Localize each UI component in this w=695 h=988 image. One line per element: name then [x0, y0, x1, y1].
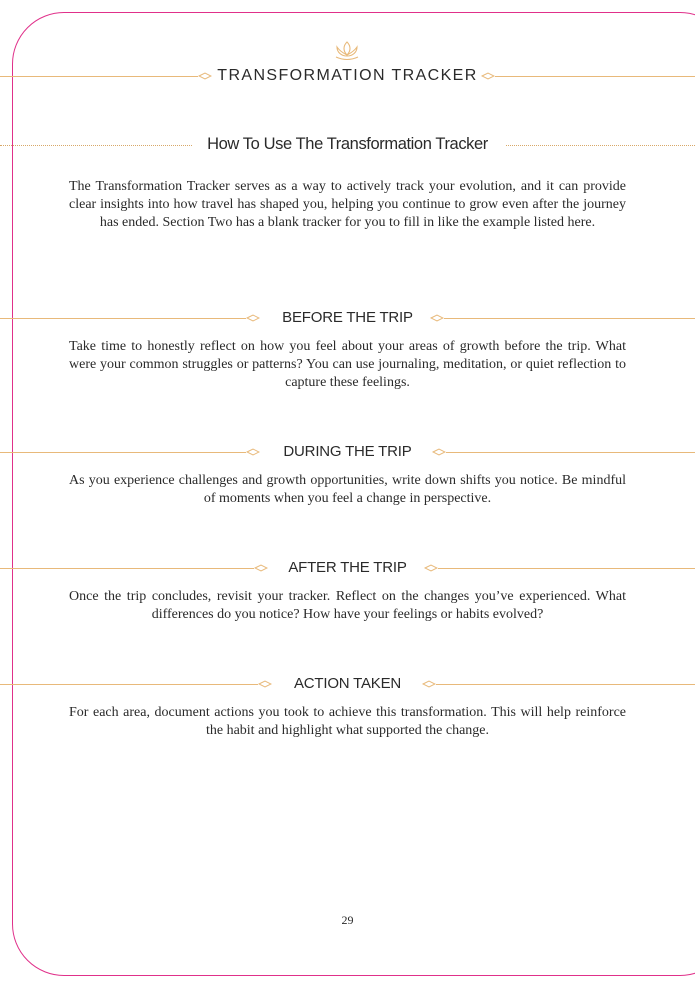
diamond-icon: [424, 564, 438, 572]
section-rule-right: [446, 452, 695, 453]
section-subtitle: How To Use The Transformation Tracker: [207, 135, 488, 153]
section-body-before: Take time to honestly reflect on how you feel about your areas of growth before the trip. What were your common struggles or patterns? You can use journaling, meditation, or quiet reflection to capture these feelings.: [69, 339, 626, 390]
section-title-after: AFTER THE TRIP: [288, 559, 407, 576]
section-body-after: Once the trip concludes, revisit your tracker. Reflect on the changes you’ve experienced. What differences do you notice? How have your feelings or habits evolved?: [69, 589, 626, 622]
title-rule-right: [495, 76, 695, 77]
section-title-before: BEFORE THE TRIP: [282, 309, 413, 326]
section-body-during: As you experience challenges and growth opportunities, write down shifts you notice. Be mindful of moments when you feel a change in perspective.: [69, 473, 626, 506]
intro-paragraph: The Transformation Tracker serves as a way to actively track your evolution, and it can provide clear insights into how travel has shaped you, helping you continue to grow even after the journey has ended. Section Two has a blank tracker for you to fill in like the example listed here.: [69, 179, 626, 230]
section-rule-right: [438, 568, 695, 569]
lotus-icon: [332, 40, 362, 62]
diamond-icon: [422, 680, 436, 688]
section-body-action: For each area, document actions you took to achieve this transformation. This will help reinforce the habit and highlight what supported the change.: [69, 705, 626, 738]
section-title-action: ACTION TAKEN: [293, 675, 402, 692]
diamond-icon: [430, 314, 444, 322]
section-rule-right: [444, 318, 695, 319]
section-rule-right: [436, 684, 695, 685]
page-number: 29: [341, 913, 354, 927]
diamond-icon: [481, 72, 495, 80]
section-title-during: DURING THE TRIP: [283, 443, 412, 460]
subhead-rule-right: [506, 145, 695, 146]
diamond-icon: [432, 448, 446, 456]
page-title: TRANSFORMATION TRACKER: [217, 67, 478, 84]
